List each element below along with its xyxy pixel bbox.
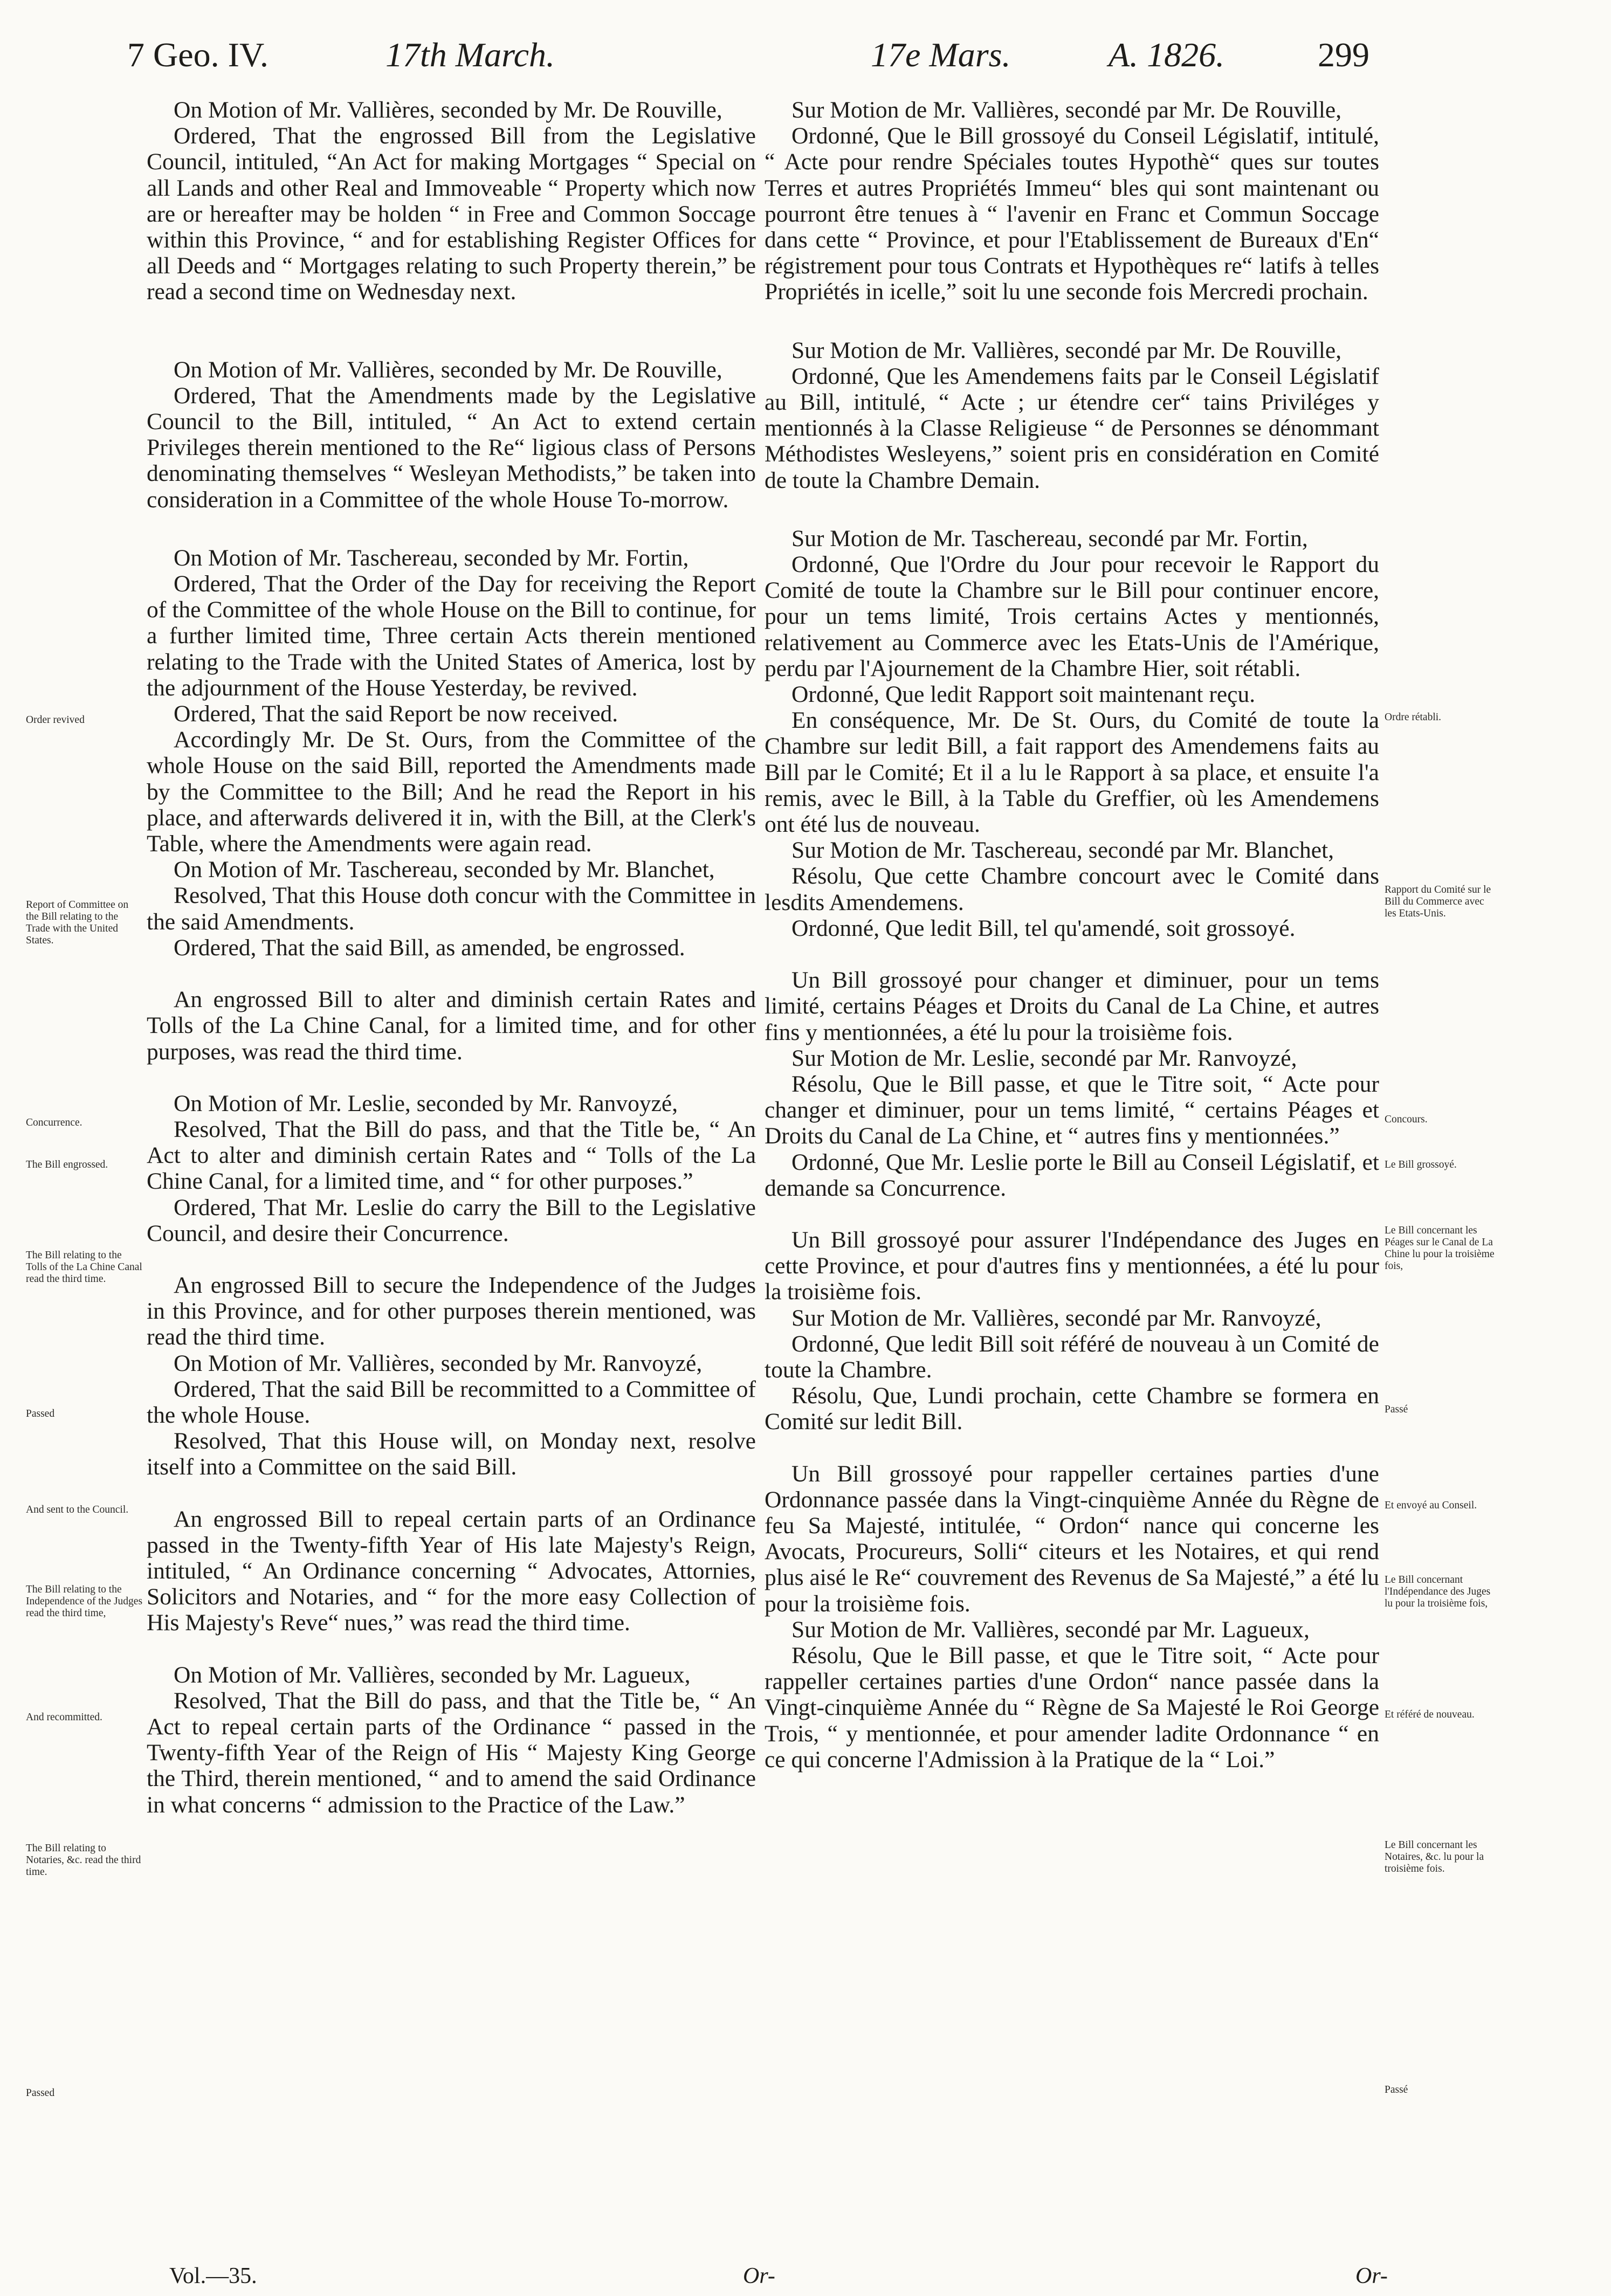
entry-text: Resolved, That the Bill do pass, and that the Title be, “ An Act to alter and diminish certain Rates and “ Tolls of the La Chine Canal, for a limited time, and “ for other purposes.” <box>147 1116 756 1195</box>
margin-note-left: And sent to the Council. <box>26 1504 129 1515</box>
page-number: 299 <box>1318 36 1369 74</box>
entry-fr-3 <box>765 526 1379 681</box>
entry-fr-2 <box>765 337 1379 493</box>
margin-note-right: Le Bill concernant les Péages sur le Canal de La Chine lu pour la troisième fois, <box>1385 1225 1495 1272</box>
entry-en-1 <box>147 97 756 305</box>
margin-note-left: The Bill engrossed. <box>26 1159 108 1170</box>
motion-line: On Motion of Mr. Vallières, seconded by Mr. De Rouville, <box>174 356 722 383</box>
entry-fr-15 <box>765 1617 1379 1773</box>
motion-line: On Motion of Mr. Leslie, seconded by Mr. Ranvoyzé, <box>174 1090 678 1116</box>
entry-en-6 <box>147 857 756 935</box>
motion-line: On Motion of Mr. Vallières, seconded by Mr. De Rouville, <box>174 97 722 123</box>
entry-fr-12 <box>765 1305 1379 1383</box>
header-date-english: 17th March. <box>385 36 555 74</box>
entry-fr-9 <box>765 1045 1379 1149</box>
entry-text: Ordonné, Que le Bill grossoyé du Conseil Législatif, intitulé, “ Acte pour rendre Spéciales toutes Hypothè“ ques sur toutes Terres et autres Propriétés Immeu“ bles qui sont maintenant ou pourront être tenues à “ l'avenir en Franc et Commun Soccage dans cette “ Province, et pour l'Etablissement de Bureaux d'En“ régistrement pour tous Contrats et Hypothèques re“ latifs à telles Propriétés in icelle,” soit lu une seconde fois Mercredi prochain. <box>765 123 1379 305</box>
margin-note-right: Concours. <box>1385 1114 1428 1125</box>
entry-en-14: An engrossed Bill to repeal certain parts of an Ordinance passed in the Twenty-fifth Year of His late Majesty's Reign, intituled, “ An Ordinance concerning “ Advocates, Attornies, Solicitors and Notaries, and “ for the more easy Collection of His Majesty's Reve“ nues,” was read the third time. <box>147 1506 756 1636</box>
english-column <box>147 97 756 1818</box>
entry-fr-6 <box>765 837 1379 915</box>
entry-fr-4: Ordonné, Que ledit Rapport soit maintenant reçu. <box>791 681 1256 708</box>
catchword-english: Or- <box>743 2264 775 2288</box>
entry-fr-14: Un Bill grossoyé pour rappeller certaines parties d'une Ordonnance passée dans la Vingt-cinquième Année du Règne de feu Sa Majesté, intitulée, “ Ordon“ nance qui concerne les Avocats, Procureurs, Solli“ citeurs et les Notaires, et qui rend plus aisé le Re“ couvrement des Revenus de Sa Majesté,” a été lu pour la troisième fois. <box>765 1460 1379 1617</box>
entry-en-12 <box>147 1350 756 1429</box>
margin-note-right: Et envoyé au Conseil. <box>1385 1500 1477 1511</box>
motion-line: Sur Motion de Mr. Leslie, secondé par Mr. Ranvoyzé, <box>791 1045 1297 1071</box>
entry-text: Resolved, That the Bill do pass, and that the Title be, “ An Act to repeal certain parts of the Ordinance “ passed in the Twenty-fifth Year of the Reign of His “ Majesty King George the Third, therein mentioned, “ and to amend the said Ordinance in what concerns “ admission to the Practice of the Law.” <box>147 1687 756 1818</box>
motion-line: Sur Motion de Mr. Taschereau, secondé par Mr. Blanchet, <box>791 837 1334 864</box>
margin-note-left: Concurrence. <box>26 1117 82 1128</box>
motion-line: On Motion of Mr. Taschereau, seconded by Mr. Blanchet, <box>174 857 715 883</box>
entry-fr-10: Ordonné, Que Mr. Leslie porte le Bill au Conseil Législatif, et demande sa Concurrence. <box>765 1149 1379 1201</box>
entry-en-13: Resolved, That this House will, on Monday next, resolve itself into a Committee on the said Bill. <box>147 1428 756 1480</box>
motion-line: Sur Motion de Mr. Vallières, secondé par Mr. Ranvoyzé, <box>791 1305 1321 1331</box>
entry-en-5: Accordingly Mr. De St. Ours, from the Committee of the whole House on the said Bill, reported the Amendments made by the Committee to the Bill; And he read the Report in his place, and afterwards delivered it in, with the Bill, at the Clerk's Table, where the Amendments were again read. <box>147 727 756 857</box>
entry-text: Ordonné, Que l'Ordre du Jour pour recevoir le Rapport du Comité de toute la Chambre sur le Bill pour continuer encore, pour un tems limité, Trois certains Actes y mentionnés, relativement au Commerce avec les Etats-Unis de l'Amérique, perdu par l'Ajournement de la Chambre Hier, soit rétabli. <box>765 551 1379 681</box>
french-column <box>765 97 1379 1773</box>
margin-note-right: Et référé de nouveau. <box>1385 1709 1475 1720</box>
entry-fr-8: Un Bill grossoyé pour changer et diminuer, pour un tems limité, certains Péages et Droits du Canal de La Chine, et autres fins y mentionnées, a été lu pour la troisième fois. <box>765 967 1379 1045</box>
margin-note-right: Ordre rétabli. <box>1385 712 1442 723</box>
motion-line: On Motion of Mr. Vallières, seconded by Mr. Ranvoyzé, <box>174 1350 703 1376</box>
entry-text: Ordered, That the engrossed Bill from the Legislative Council, intituled, “An Act for making Mortgages “ Special on all Lands and other Real and Immoveable “ Property which now are or hereafter may be holden “ in Free and Common Soccage within this Province, “ and for establishing Register Offices for all Deeds and “ Mortgages relating to such Property therein,” be read a second time on Wednesday next. <box>147 123 756 305</box>
entry-text: Résolu, Que cette Chambre concourt avec le Comité dans lesdits Amendemens. <box>765 863 1379 915</box>
entry-en-11: An engrossed Bill to secure the Independence of the Judges in this Province, and for other purposes therein mentioned, was read the third time. <box>147 1272 756 1350</box>
motion-line: Sur Motion de Mr. Vallières, secondé par Mr. De Rouville, <box>791 337 1342 363</box>
entry-text: Ordonné, Que les Amendemens faits par le Conseil Législatif au Bill, intitulé, “ Acte ; ur étendre cer“ tains Priviléges y mentionnés à la Classe Religieuse “ de Personnes se dénommant Méthodistes Wesleyens,” soient pris en considération en Comité de toute la Chambre Demain. <box>765 363 1379 493</box>
header-regnal-year: 7 Geo. IV. <box>127 36 268 74</box>
entry-text: Ordonné, Que ledit Bill soit référé de nouveau à un Comité de toute la Chambre. <box>765 1330 1379 1383</box>
entry-text: Ordered, That the said Bill be recommitted to a Committee of the whole House. <box>147 1376 756 1428</box>
entry-en-7: Ordered, That the said Bill, as amended, be engrossed. <box>174 934 685 961</box>
margin-note-left: The Bill relating to the Tolls of the La Chine Canal read the third time. <box>26 1250 142 1285</box>
margin-note-left: Report of Committee on the Bill relating to the Trade with the United States. <box>26 899 129 946</box>
margin-note-right: Passé <box>1385 2084 1408 2095</box>
header-year: A. 1826. <box>1109 36 1225 74</box>
entry-en-3 <box>147 545 756 701</box>
entry-text: Ordered, That the Amendments made by the Legislative Council to the Bill, intituled, “ An Act to extend certain Privileges therein mentioned to the Re“ ligious class of Persons denominating themselves “ Wesleyan Methodists,” be taken into consideration in a Committee of the whole House To-morrow. <box>147 382 756 513</box>
entry-en-4: Ordered, That the said Report be now received. <box>174 701 618 727</box>
margin-note-left: Passed <box>26 2087 55 2099</box>
motion-line: Sur Motion de Mr. Vallières, secondé par Mr. De Rouville, <box>791 97 1342 123</box>
entry-text: Ordered, That the Order of the Day for receiving the Report of the Committee of the whole House on the Bill to continue, for a further limited time, Three certain Acts therein mentioned relating to the Trade with the United States of America, lost by the adjournment of the House Yesterday, be revived. <box>147 571 756 701</box>
entry-text: Resolved, That this House doth concur with the Committee in the said Amendments. <box>147 882 756 935</box>
header-date-french: 17e Mars. <box>871 36 1011 74</box>
entry-text: Résolu, Que le Bill passe, et que le Titre soit, “ Acte pour rappeller certaines parties d'une Ordon“ nance passée dans la Vingt-cinquième Année du “ Règne de Sa Majesté le Roi George Trois, “ y mentionnée, et pour amender ladite Ordonnance “ en ce qui concerne l'Admission à la Pratique de la “ Loi.” <box>765 1642 1379 1773</box>
motion-line: On Motion of Mr. Taschereau, seconded by Mr. Fortin, <box>174 544 689 571</box>
margin-note-right: Passé <box>1385 1404 1408 1415</box>
margin-note-right: Rapport du Comité sur le Bill du Commerce avec les Etats-Unis. <box>1385 884 1491 919</box>
motion-line: On Motion of Mr. Vallières, seconded by Mr. Lagueux, <box>174 1661 691 1688</box>
margin-note-left: Order revived <box>26 714 85 726</box>
motion-line: Sur Motion de Mr. Vallières, secondé par Mr. Lagueux, <box>791 1616 1310 1643</box>
entry-fr-11: Un Bill grossoyé pour assurer l'Indépendance des Juges en cette Province, et pour d'autres fins y mentionnées, a été lu pour la troisième fois. <box>765 1226 1379 1305</box>
margin-note-left: Passed <box>26 1408 55 1419</box>
entry-en-9 <box>147 1091 756 1195</box>
volume-signature: Vol.—35. <box>169 2264 257 2288</box>
entry-fr-13: Résolu, Que, Lundi prochain, cette Chambre se formera en Comité sur ledit Bill. <box>765 1383 1379 1435</box>
entry-en-8: An engrossed Bill to alter and diminish certain Rates and Tolls of the La Chine Canal, for a limited time, and for other purposes, was read the third time. <box>147 987 756 1065</box>
margin-note-left: And recommitted. <box>26 1712 102 1723</box>
entry-text: Résolu, Que le Bill passe, et que le Titre soit, “ Acte pour changer et diminuer, pour un tems limité, “ certains Péages et Droits du Canal de La Chine, et “ autres fins y mentionnées.” <box>765 1071 1379 1149</box>
margin-note-left: The Bill relating to Notaries, &c. read the third time. <box>26 1843 141 1878</box>
catchword-french: Or- <box>1355 2264 1388 2288</box>
entry-fr-7: Ordonné, Que ledit Bill, tel qu'amendé, soit grossoyé. <box>791 915 1296 941</box>
margin-note-right: Le Bill concernant l'Indépendance des Juges lu pour la troisième fois, <box>1385 1574 1491 1609</box>
entry-en-2 <box>147 357 756 513</box>
entry-en-15 <box>147 1662 756 1818</box>
entry-fr-1 <box>765 97 1379 305</box>
motion-line: Sur Motion de Mr. Taschereau, secondé par Mr. Fortin, <box>791 525 1308 551</box>
margin-note-left: The Bill relating to the Independence of the Judges read the third time, <box>26 1584 143 1619</box>
margin-note-right: Le Bill grossoyé. <box>1385 1159 1457 1170</box>
margin-note-right: Le Bill concernant les Notaires, &c. lu pour la troisième fois. <box>1385 1839 1484 1874</box>
entry-fr-5: En conséquence, Mr. De St. Ours, du Comité de toute la Chambre sur ledit Bill, a fait rapport des Amendemens faits au Bill par le Comité; Et il a lu le Rapport à sa place, et ensuite l'a remis, avec le Bill, à la Table du Greffier, où les Amendemens ont été lus de nouveau. <box>765 707 1379 838</box>
entry-en-10: Ordered, That Mr. Leslie do carry the Bill to the Legislative Council, and desire their Concurrence. <box>147 1194 756 1246</box>
